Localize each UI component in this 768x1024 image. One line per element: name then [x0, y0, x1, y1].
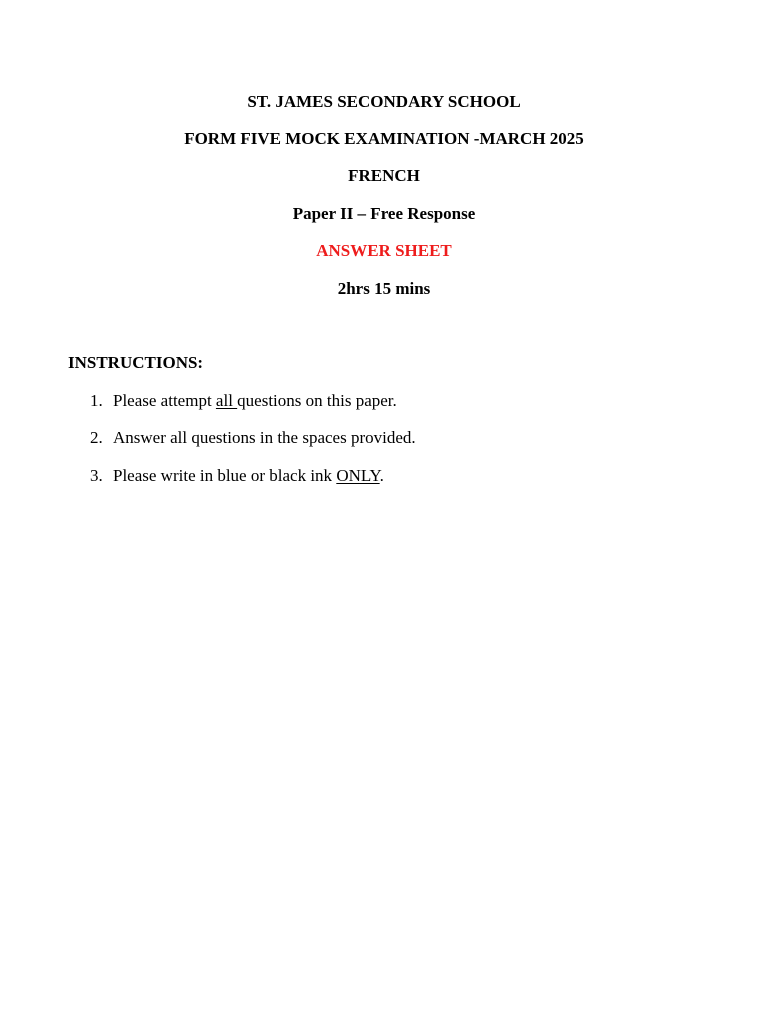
instruction-text: Answer all questions in the spaces provided.	[113, 428, 416, 447]
exam-title: FORM FIVE MOCK EXAMINATION -MARCH 2025	[184, 129, 584, 148]
subject-title: FRENCH	[348, 166, 420, 185]
instruction-item-1	[90, 391, 397, 411]
instruction-text: questions on this paper.	[237, 391, 397, 410]
instruction-number: 2.	[90, 428, 103, 447]
instruction-item-3	[90, 466, 384, 486]
instructions-heading: INSTRUCTIONS:	[68, 353, 204, 372]
answer-sheet-title: ANSWER SHEET	[316, 241, 452, 260]
instruction-item-2	[90, 428, 416, 448]
duration: 2hrs 15 mins	[337, 279, 431, 298]
instruction-number: 3.	[90, 466, 103, 485]
paper-title: Paper II – Free Response	[292, 204, 476, 223]
instruction-number: 1.	[90, 391, 103, 410]
instruction-text: .	[379, 466, 384, 485]
school-name: ST. JAMES SECONDARY SCHOOL	[247, 92, 521, 111]
instruction-text: Please write in blue or black ink	[113, 466, 337, 485]
instruction-underlined-text: ONLY	[336, 466, 380, 485]
instruction-text: Please attempt	[113, 391, 216, 410]
instruction-underlined-text: all	[215, 391, 238, 410]
